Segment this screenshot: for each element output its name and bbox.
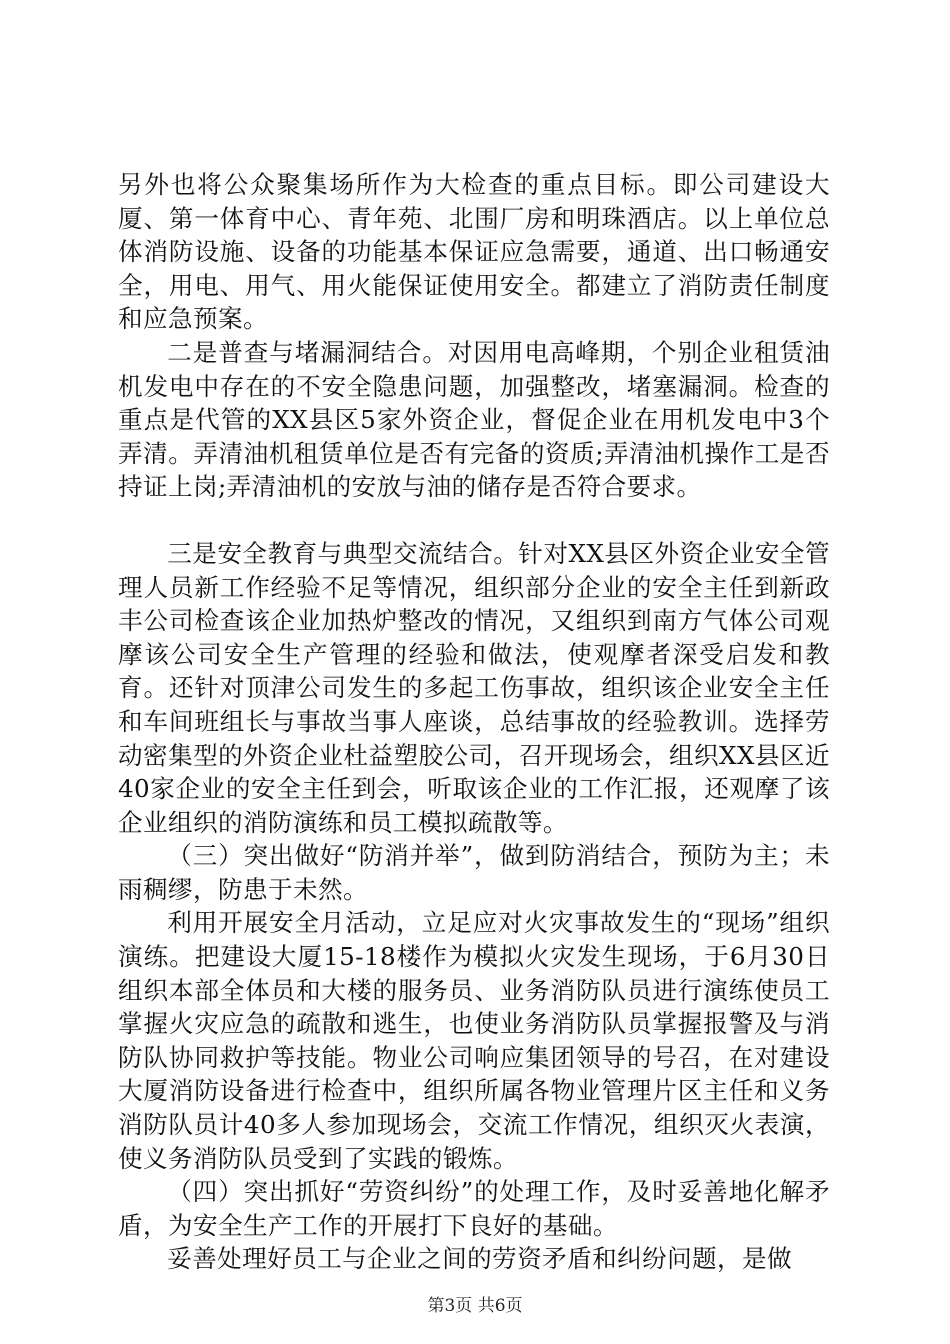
paragraph-fire-drill: 利用开展安全月活动，立足应对火灾事故发生的“现场”组织演练。把建设大厦15-18楼作为模拟火灾发生现场，于6月30日组织本部全体员和大楼的服务员、业务消防队员进行演练使员工掌握火灾应急的疏散和逃生，也使业务消防队员掌握报警及与消防队协同救护等技能。物业公司响应集团领导的号召，在对建设大厦消防设备进行检查中，组织所属各物业管理片区主任和义务消防队员计40多人参加现场会，交流工作情况，组织灭火表演，使义务消防队员受到了实践的锻炼。 [118,908,830,1173]
section-heading-fire-prevention: （三）突出做好“防消并举”，做到防消结合，预防为主；未雨稠缪，防患于未然。 [118,841,830,904]
paragraph-labor-disputes: 妥善处理好员工与企业之间的劳资矛盾和纠纷问题，是做 [167,1244,793,1274]
paragraph-inspection-plugging: 二是普查与堵漏洞结合。对因用电高峰期，个别企业租赁油机发电中存在的不安全隐患问题，加强整改，堵塞漏洞。检查的重点是代管的XX县区5家外资企业，督促企业在用机发电中3个弄清。弄清油机租赁单位是否有完备的资质;弄清油机操作工是否持证上岗;弄清油机的安放与油的储存是否符合要求。 [118,337,830,502]
document-body [118,168,830,1276]
paragraph-safety-education: 三是安全教育与典型交流结合。针对XX县区外资企业安全管理人员新工作经验不足等情况，组织部分企业的安全主任到新政丰公司检查该企业加热炉整改的情况，又组织到南方气体公司观摩该公司安全生产管理的经验和做法，使观摩者深受启发和教育。还针对顶津公司发生的多起工伤事故，组织该企业安全主任和车间班组长与事故当事人座谈，总结事故的经验教训。选择劳动密集型的外资企业杜益塑胶公司，召开现场会，组织XX县区近40家企业的安全主任到会，听取该企业的工作汇报，还观摩了该企业组织的消防演练和员工模拟疏散等。 [118,538,830,837]
paragraph-public-venues: 另外也将公众聚集场所作为大检查的重点目标。即公司建设大厦、第一体育中心、青年苑、北围厂房和明珠酒店。以上单位总体消防设施、设备的功能基本保证应急需要，通道、出口畅通安全，用电、用气、用火能保证使用安全。都建立了消防责任制度和应急预案。 [118,170,830,334]
section-heading-labor-disputes: （四）突出抓好“劳资纠纷”的处理工作，及时妥善地化解矛盾，为安全生产工作的开展打下良好的基础。 [118,1177,830,1240]
page-number-footer: 第3页 共6页 [427,1296,523,1316]
